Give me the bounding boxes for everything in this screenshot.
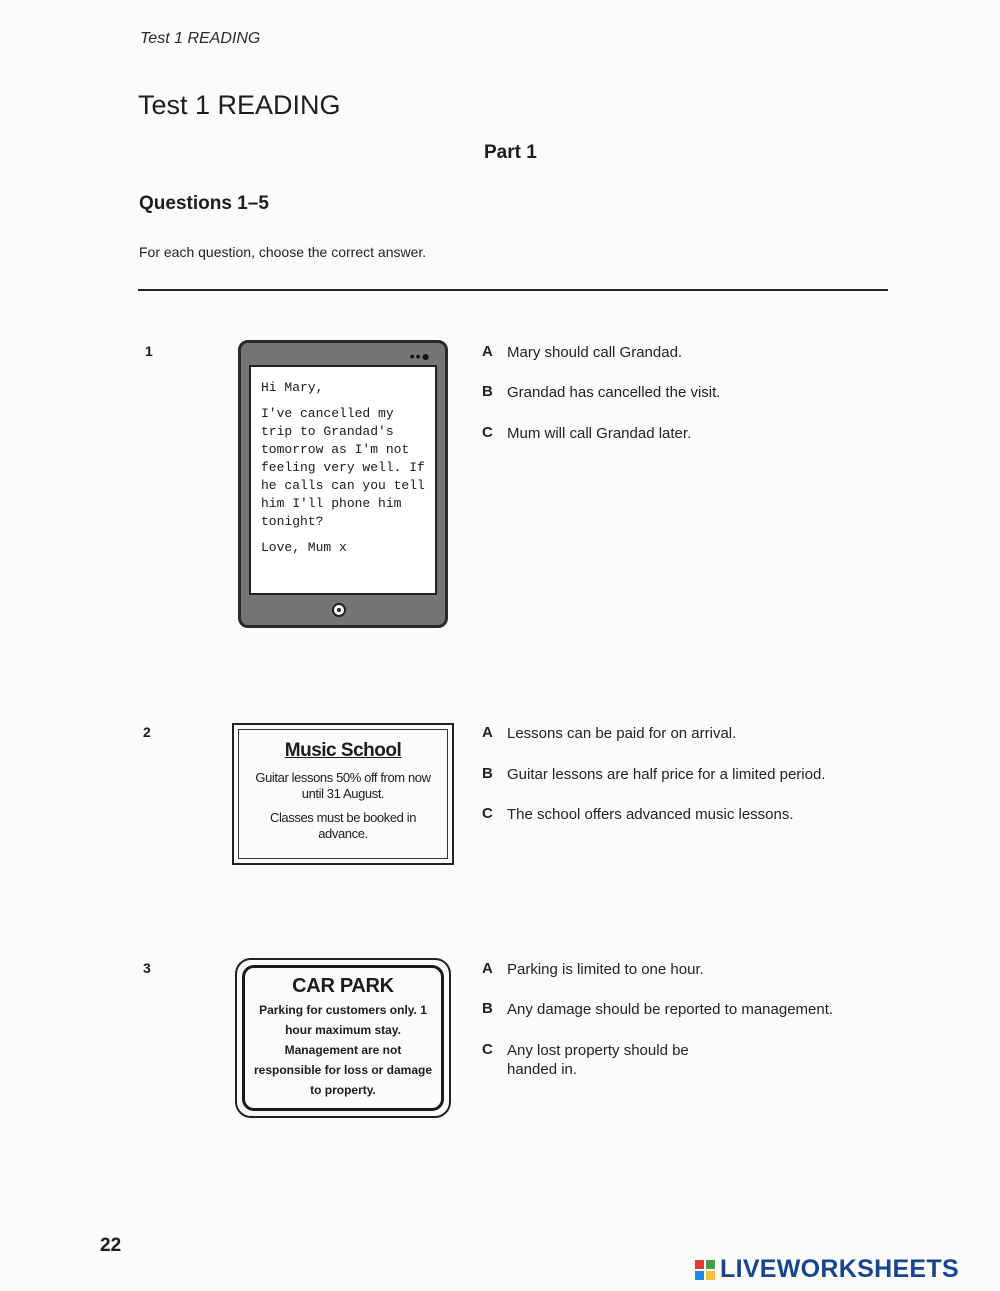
option-letter: C — [482, 424, 493, 441]
option-letter: B — [482, 383, 493, 400]
option-text: Guitar lessons are half price for a limited period. — [507, 766, 826, 783]
option-c[interactable] — [482, 1041, 722, 1079]
option-text: Any lost property should be handed in. — [507, 1042, 689, 1078]
question-number: 3 — [143, 960, 151, 976]
divider — [138, 289, 888, 291]
option-letter: A — [482, 724, 493, 741]
option-letter: C — [482, 805, 493, 822]
option-letter: A — [482, 343, 493, 360]
option-text: Mum will call Grandad later. — [507, 425, 692, 442]
home-button-icon — [332, 603, 346, 617]
option-b[interactable] — [482, 1000, 907, 1019]
option-text: Parking is limited to one hour. — [507, 961, 704, 978]
option-text: The school offers advanced music lessons. — [507, 806, 794, 823]
option-a[interactable] — [482, 960, 837, 979]
option-letter: C — [482, 1041, 493, 1058]
option-b[interactable] — [482, 383, 837, 402]
sign-title: CAR PARK — [292, 975, 394, 997]
part-heading: Part 1 — [484, 142, 537, 163]
running-head: Test 1 READING — [140, 30, 261, 47]
status-dots-icon: ••● — [409, 348, 431, 364]
message-signoff: Love, Mum x — [261, 540, 347, 555]
message-greeting: Hi Mary, — [261, 380, 324, 395]
option-text: Lessons can be paid for on arrival. — [507, 725, 737, 742]
car-park-sign — [235, 958, 451, 1118]
option-letter: A — [482, 960, 493, 977]
option-a[interactable] — [482, 343, 837, 362]
option-letter: B — [482, 765, 493, 782]
option-b[interactable] — [482, 765, 907, 784]
sign-title: Music School — [284, 740, 402, 761]
option-text: Mary should call Grandad. — [507, 344, 683, 361]
liveworksheets-logo-icon — [695, 1260, 715, 1280]
brand-name: LIVEWORKSHEETS — [720, 1255, 959, 1283]
music-school-sign — [232, 723, 454, 865]
phone-screen — [249, 365, 437, 595]
phone-message-illustration — [238, 340, 448, 628]
page-number: 22 — [100, 1235, 122, 1256]
option-text: Any damage should be reported to management. — [507, 1001, 834, 1018]
option-text: Grandad has cancelled the visit. — [507, 384, 721, 401]
option-c[interactable] — [482, 424, 837, 443]
sign-line: Guitar lessons 50% off from now until 31 August. — [255, 770, 431, 801]
questions-range: Questions 1–5 — [139, 193, 269, 214]
option-letter: B — [482, 1000, 493, 1017]
sign-body: Parking for customers only. 1 hour maximum stay. Management are not responsible for loss or damage to property. — [253, 1003, 433, 1097]
page-title: Test 1 READING — [138, 90, 341, 120]
option-c[interactable] — [482, 805, 837, 824]
question-number: 2 — [143, 724, 151, 740]
message-body: I've cancelled my trip to Grandad's tomorrow as I'm not feeling very well. If he calls can you tell him I'll phone him tonight? — [261, 406, 425, 529]
sign-line: Classes must be booked in advance. — [269, 810, 417, 841]
question-number: 1 — [145, 343, 153, 359]
brand-watermark — [695, 1255, 959, 1284]
instruction: For each question, choose the correct answer. — [139, 244, 427, 260]
option-a[interactable] — [482, 724, 837, 743]
